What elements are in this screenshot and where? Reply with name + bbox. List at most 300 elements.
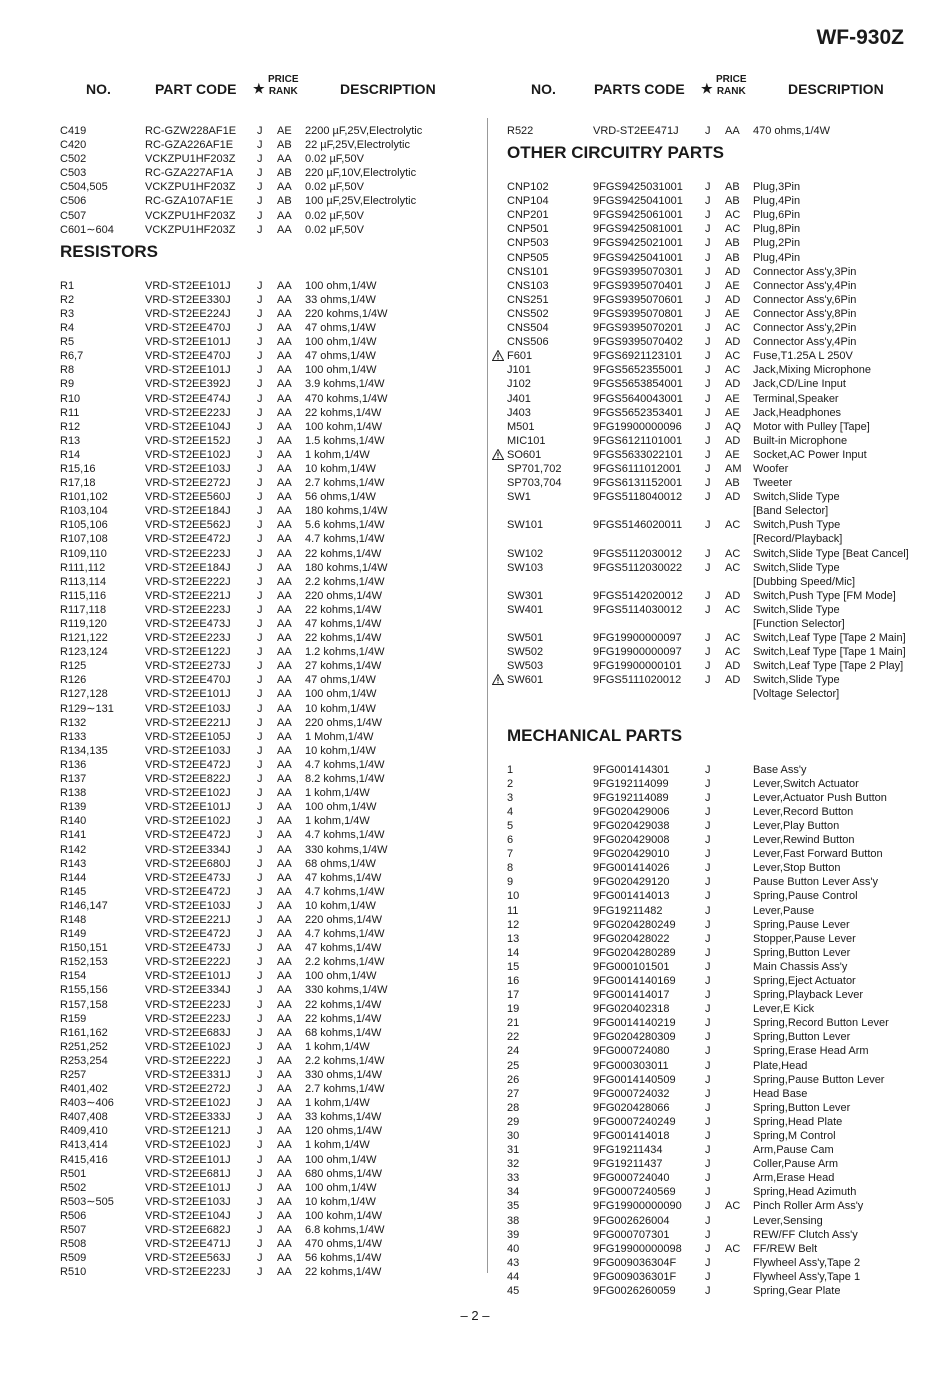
price-rank: AA <box>277 984 292 997</box>
part-code: VRD-ST2EE223J <box>145 998 231 1011</box>
destination-code: J <box>257 477 263 490</box>
part-code: 9FG020429010 <box>593 848 670 861</box>
part-code: 9FGS5111020012 <box>593 674 682 687</box>
table-row <box>60 828 480 842</box>
part-code: RC-GZA226AF1E <box>145 139 234 152</box>
price-rank: AA <box>277 744 292 757</box>
part-code: 9FGS6121101001 <box>593 434 683 447</box>
description: Socket,AC Power Input <box>753 448 867 461</box>
part-number: R145 <box>60 885 87 898</box>
destination-code: J <box>705 209 711 222</box>
part-code: VRD-ST2EE470J <box>145 322 231 335</box>
part-number: R152,153 <box>60 956 108 969</box>
part-number: 44 <box>507 1270 520 1283</box>
part-code: 9FG020428022 <box>593 932 670 945</box>
destination-code: J <box>705 1031 711 1044</box>
table-row <box>60 152 480 166</box>
part-number: R502 <box>60 1181 87 1194</box>
table-row <box>507 194 927 208</box>
part-number: CNS101 <box>507 265 549 278</box>
table-row <box>60 1138 480 1152</box>
table-row <box>507 547 927 561</box>
table-row <box>507 861 927 875</box>
table-row <box>60 1167 480 1181</box>
destination-code: J <box>257 139 263 152</box>
description: Spring,Erase Head Arm <box>753 1045 869 1058</box>
description: Lever,Play Button <box>753 819 840 832</box>
price-rank: AA <box>277 730 292 743</box>
price-rank: AA <box>277 1026 292 1039</box>
description: 2200 µF,25V,Electrolytic <box>305 125 423 137</box>
description: Lever,Sensing <box>753 1214 823 1227</box>
part-number: CNP104 <box>507 195 549 208</box>
price-rank: AA <box>277 1224 292 1237</box>
price-rank: AC <box>725 1242 741 1255</box>
destination-code: J <box>705 251 711 264</box>
destination-code: J <box>257 773 263 786</box>
table-row <box>60 194 480 208</box>
price-rank: AC <box>725 223 741 236</box>
part-number: R407,408 <box>60 1111 108 1124</box>
destination-code: J <box>705 1073 711 1086</box>
description: 330 kohms,1/4W <box>305 843 388 856</box>
part-number: C503 <box>60 167 87 180</box>
part-code: VRD-ST2EE333J <box>145 1111 231 1124</box>
header-part-code: PART CODE <box>155 81 237 97</box>
header-parts-code: PARTS CODE <box>594 81 685 97</box>
table-row <box>507 1044 927 1058</box>
price-rank: AA <box>277 885 292 898</box>
destination-code: J <box>705 448 711 461</box>
destination-code: J <box>257 1097 263 1110</box>
description: 6.8 kohms,1/4W <box>305 1224 385 1237</box>
part-number: R137 <box>60 773 87 786</box>
part-code: VRD-ST2EE101J <box>145 279 231 292</box>
table-row <box>60 758 480 772</box>
table-row <box>60 1209 480 1223</box>
price-rank: AB <box>725 195 740 208</box>
price-rank: AA <box>277 1252 292 1265</box>
part-number: 43 <box>507 1256 520 1269</box>
part-number: R155,156 <box>60 984 108 997</box>
table-row <box>60 899 480 913</box>
destination-code: J <box>705 1172 711 1185</box>
description: Spring,Head Plate <box>753 1115 843 1128</box>
description: 47 kohms,1/4W <box>305 871 382 884</box>
part-number: R9 <box>60 378 75 391</box>
table-row <box>60 955 480 969</box>
table-row <box>60 448 480 462</box>
destination-code: J <box>705 1228 711 1241</box>
description: 220 kohms,1/4W <box>305 307 388 320</box>
part-number: CNS502 <box>507 307 549 320</box>
table-row <box>507 960 927 974</box>
part-number: R133 <box>60 730 87 743</box>
table-row <box>60 561 480 575</box>
price-rank: AC <box>725 364 741 377</box>
destination-code: J <box>257 702 263 715</box>
price-rank: AA <box>277 787 292 800</box>
description: [Dubbing Speed/Mic] <box>753 575 856 588</box>
part-number: 27 <box>507 1087 520 1100</box>
part-code: VCKZPU1HF203Z <box>145 181 236 194</box>
description: 33 kohms,1/4W <box>305 1111 382 1124</box>
price-rank: AE <box>725 307 740 320</box>
other-circuitry-list <box>507 180 927 701</box>
table-row <box>60 687 480 701</box>
price-rank: AA <box>277 1238 292 1251</box>
description: 100 kohm,1/4W <box>305 420 383 433</box>
destination-code: J <box>257 125 263 137</box>
part-number: CNP501 <box>507 223 549 236</box>
table-row <box>60 180 480 194</box>
description: 68 kohms,1/4W <box>305 1026 382 1039</box>
description: 47 ohms,1/4W <box>305 350 376 363</box>
part-code: VRD-ST2EE223J <box>145 1012 231 1025</box>
price-rank: AC <box>725 603 741 616</box>
part-code: 9FGS5146020011 <box>593 519 683 532</box>
description: Flywheel Ass'y,Tape 2 <box>753 1256 861 1269</box>
destination-code: J <box>257 195 263 208</box>
description: Plug,4Pin <box>753 251 801 264</box>
table-row <box>507 659 927 673</box>
description: Pause Button Lever Ass'y <box>753 876 879 889</box>
part-code: 9FGS9425081001 <box>593 223 683 236</box>
part-number: 29 <box>507 1115 520 1128</box>
description: Base Ass'y <box>753 763 807 776</box>
part-code: 9FGS9395070801 <box>593 307 683 320</box>
table-row <box>507 932 927 946</box>
table-row <box>60 702 480 716</box>
table-row <box>507 974 927 988</box>
destination-code: J <box>257 899 263 912</box>
destination-code: J <box>257 942 263 955</box>
part-number: R510 <box>60 1266 87 1279</box>
part-code: 9FG001414301 <box>593 763 670 776</box>
part-number: 15 <box>507 960 520 973</box>
price-rank: AA <box>277 843 292 856</box>
destination-code: J <box>257 660 263 673</box>
part-number: SW401 <box>507 603 544 616</box>
part-code: VRD-ST2EE101J <box>145 688 231 701</box>
part-code: VRD-ST2EE103J <box>145 702 231 715</box>
part-number: J403 <box>507 406 531 419</box>
table-row <box>60 744 480 758</box>
description: Spring,M Control <box>753 1130 836 1142</box>
part-code: VRD-ST2EE471J <box>593 125 679 137</box>
price-rank: AB <box>277 167 292 180</box>
price-rank: AC <box>725 209 741 222</box>
table-row <box>507 1002 927 1016</box>
part-number: 21 <box>507 1017 520 1030</box>
part-code: 9FG000724080 <box>593 1045 670 1058</box>
part-code: 9FGS5142020012 <box>593 589 683 602</box>
description: 2.7 kohms,1/4W <box>305 477 385 490</box>
part-number: J101 <box>507 364 531 377</box>
part-number: 22 <box>507 1031 520 1044</box>
part-code: VRD-ST2EE472J <box>145 533 231 546</box>
part-number: R113,114 <box>60 575 107 588</box>
description: 10 kohm,1/4W <box>305 899 376 912</box>
part-number: C507 <box>60 209 87 222</box>
part-number: C502 <box>60 153 87 166</box>
table-row <box>60 589 480 603</box>
destination-code: J <box>257 618 263 630</box>
price-rank: AD <box>725 378 741 391</box>
price-rank: AA <box>277 434 292 447</box>
table-row <box>507 847 927 861</box>
price-rank: AA <box>277 448 292 461</box>
part-code: 9FG020402318 <box>593 1003 670 1016</box>
part-number: 6 <box>507 834 514 847</box>
table-row <box>507 363 927 377</box>
part-number: R522 <box>507 125 534 137</box>
description: 56 kohms,1/4W <box>305 1252 382 1265</box>
part-code: VRD-ST2EE473J <box>145 942 231 955</box>
part-number: 31 <box>507 1144 520 1157</box>
description: Lever,Actuator Push Button <box>753 791 887 804</box>
price-rank: AD <box>725 336 741 349</box>
description: 1 kohm,1/4W <box>305 787 370 800</box>
part-code: VRD-ST2EE104J <box>145 1209 231 1222</box>
table-row <box>507 763 927 777</box>
part-number: R159 <box>60 1012 87 1025</box>
destination-code: J <box>705 392 711 405</box>
table-row <box>507 377 927 391</box>
part-number: SW503 <box>507 660 544 673</box>
description: Connector Ass'y,4Pin <box>753 279 857 292</box>
price-rank: AA <box>277 519 292 532</box>
description: 1 kohm,1/4W <box>305 1040 370 1053</box>
table-row <box>60 532 480 546</box>
table-row <box>60 307 480 321</box>
destination-code: J <box>705 805 711 818</box>
price-rank: AE <box>725 392 740 405</box>
destination-code: J <box>257 378 263 391</box>
price-rank: AA <box>277 561 292 574</box>
part-code: 9FG19900000097 <box>593 632 682 645</box>
destination-code: J <box>705 237 711 250</box>
part-code: VRD-ST2EE822J <box>145 773 231 786</box>
description: Switch,Slide Type <box>753 491 840 504</box>
description: 47 kohms,1/4W <box>305 942 382 955</box>
destination-code: J <box>705 223 711 236</box>
part-code: 9FG19900000101 <box>593 660 682 673</box>
destination-code: J <box>257 307 263 320</box>
table-row <box>60 885 480 899</box>
destination-code: J <box>257 674 263 687</box>
description: Fuse,T1.25A L 250V <box>753 350 853 363</box>
description: Switch,Slide Type [Beat Cancel] <box>753 547 909 560</box>
destination-code: J <box>705 1200 711 1213</box>
part-code: 9FGS5652355001 <box>593 364 683 377</box>
description: 1 kohm,1/4W <box>305 1097 370 1110</box>
table-row <box>60 772 480 786</box>
description: [Voltage Selector] <box>753 688 840 701</box>
part-number: R11 <box>60 406 80 419</box>
table-row <box>507 1115 927 1129</box>
part-code: VRD-ST2EE562J <box>145 519 231 532</box>
part-code: 9FG001414026 <box>593 862 670 875</box>
destination-code: J <box>257 857 263 870</box>
description: Switch,Leaf Type [Tape 2 Main] <box>753 632 906 645</box>
table-row <box>60 843 480 857</box>
destination-code: J <box>705 834 711 847</box>
table-row <box>507 875 927 889</box>
part-code: 9FG020429120 <box>593 876 670 889</box>
part-code: VRD-ST2EE472J <box>145 928 231 941</box>
part-code: 9FG0014140219 <box>593 1017 676 1030</box>
table-row <box>507 321 927 335</box>
part-code: 9FG0007240249 <box>593 1115 676 1128</box>
destination-code: J <box>705 462 711 475</box>
mechanical-parts-list <box>507 763 927 1299</box>
destination-code: J <box>257 153 263 166</box>
description: Spring,Button Lever <box>753 1101 851 1114</box>
destination-code: J <box>705 265 711 278</box>
description: 0.02 µF,50V <box>305 223 364 236</box>
price-rank: AB <box>277 139 292 152</box>
part-code: 9FGS9425041001 <box>593 195 683 208</box>
part-number: M501 <box>507 420 535 433</box>
table-row <box>507 1059 927 1073</box>
destination-code: J <box>257 1111 263 1124</box>
destination-code: J <box>257 575 263 588</box>
description: Motor with Pulley [Tape] <box>753 420 870 433</box>
price-rank: AA <box>277 293 292 306</box>
table-row <box>60 673 480 687</box>
part-number: R129∼131 <box>60 702 114 715</box>
destination-code: J <box>257 1238 263 1251</box>
description: REW/FF Clutch Ass'y <box>753 1228 858 1241</box>
destination-code: J <box>705 763 711 776</box>
description: 470 ohms,1/4W <box>753 125 831 137</box>
part-number: R2 <box>60 293 75 306</box>
table-row <box>507 236 927 250</box>
part-number: C506 <box>60 195 87 208</box>
part-number: R10 <box>60 392 81 405</box>
price-rank: AA <box>277 392 292 405</box>
part-number: R251,252 <box>60 1040 108 1053</box>
part-code: 9FG020429006 <box>593 805 670 818</box>
part-code: VRD-ST2EE474J <box>145 392 231 405</box>
part-number: 34 <box>507 1186 520 1199</box>
part-code: 9FGS5640043001 <box>593 392 683 405</box>
description: Spring,Pause Button Lever <box>753 1073 885 1086</box>
description: 47 ohms,1/4W <box>305 322 376 335</box>
destination-code: J <box>257 688 263 701</box>
description: Lever,Stop Button <box>753 862 841 875</box>
part-code: 9FG19211482 <box>593 904 663 917</box>
table-row <box>60 1054 480 1068</box>
part-code: VRD-ST2EE272J <box>145 1083 231 1096</box>
destination-code: J <box>705 960 711 973</box>
part-number: R13 <box>60 434 81 447</box>
price-rank: AQ <box>725 420 741 433</box>
part-number: 5 <box>507 819 514 832</box>
table-row <box>60 969 480 983</box>
part-code: VRD-ST2EE223J <box>145 1266 231 1279</box>
destination-code: J <box>257 1125 263 1138</box>
header-rank: RANK <box>268 86 298 97</box>
destination-code: J <box>705 876 711 889</box>
destination-code: J <box>257 561 263 574</box>
part-number: R253,254 <box>60 1054 108 1067</box>
price-rank: AE <box>725 406 740 419</box>
description: Jack,Headphones <box>753 406 842 419</box>
left-header <box>60 74 480 110</box>
price-rank: AM <box>725 462 742 475</box>
part-number: R109,110 <box>60 547 107 560</box>
destination-code: J <box>705 1214 711 1227</box>
part-number: SW103 <box>507 561 544 574</box>
part-number: R115,116 <box>60 589 107 602</box>
part-code: 9FG0204280249 <box>593 918 676 931</box>
description: Pinch Roller Arm Ass'y <box>753 1200 864 1213</box>
part-code: VRD-ST2EE272J <box>145 477 231 490</box>
table-row <box>507 1016 927 1030</box>
destination-code: J <box>705 547 711 560</box>
part-code: VRD-ST2EE102J <box>145 448 231 461</box>
part-number: 11 <box>507 904 519 917</box>
part-number: CNP201 <box>507 209 549 222</box>
price-rank: AA <box>277 1040 292 1053</box>
part-code: VRD-ST2EE101J <box>145 1181 231 1194</box>
resistors-title: RESISTORS <box>60 241 158 261</box>
description: 0.02 µF,50V <box>305 181 364 194</box>
table-row <box>507 1242 927 1256</box>
left-column <box>60 74 480 1279</box>
part-code: VRD-ST2EE470J <box>145 350 231 363</box>
part-number: 14 <box>507 946 520 959</box>
table-row <box>60 631 480 645</box>
part-code: 9FGS9425041001 <box>593 251 683 264</box>
price-rank: AC <box>725 322 741 335</box>
description: 0.02 µF,50V <box>305 153 364 166</box>
destination-code: J <box>705 561 711 574</box>
description: 22 kohms,1/4W <box>305 603 382 616</box>
destination-code: J <box>705 932 711 945</box>
description: Switch,Leaf Type [Tape 2 Play] <box>753 660 904 673</box>
part-code: 9FG0204280289 <box>593 946 676 959</box>
table-row <box>60 518 480 532</box>
table-row <box>507 434 927 448</box>
description: 10 kohm,1/4W <box>305 744 376 757</box>
part-code: 9FGS5652353401 <box>593 406 683 419</box>
column-divider <box>487 118 488 1273</box>
description: 5.6 kohms,1/4W <box>305 519 385 532</box>
part-code: 9FG19900000096 <box>593 420 682 433</box>
part-number: R409,410 <box>60 1125 108 1138</box>
table-row <box>507 1270 927 1284</box>
table-row <box>60 927 480 941</box>
description: 8.2 kohms,1/4W <box>305 773 385 786</box>
description: Coller,Pause Arm <box>753 1158 838 1171</box>
table-row <box>60 420 480 434</box>
price-rank: AA <box>277 533 292 546</box>
table-row <box>60 1195 480 1209</box>
table-row <box>507 805 927 819</box>
part-code: VRD-ST2EE221J <box>145 913 231 926</box>
price-rank: AA <box>277 956 292 969</box>
table-row <box>507 1087 927 1101</box>
price-rank: AA <box>277 660 292 673</box>
price-rank: AA <box>277 801 292 814</box>
table-row <box>60 462 480 476</box>
description: 100 kohm,1/4W <box>305 1209 383 1222</box>
description: Spring,Record Button Lever <box>753 1017 889 1030</box>
description: Terminal,Speaker <box>753 392 839 405</box>
